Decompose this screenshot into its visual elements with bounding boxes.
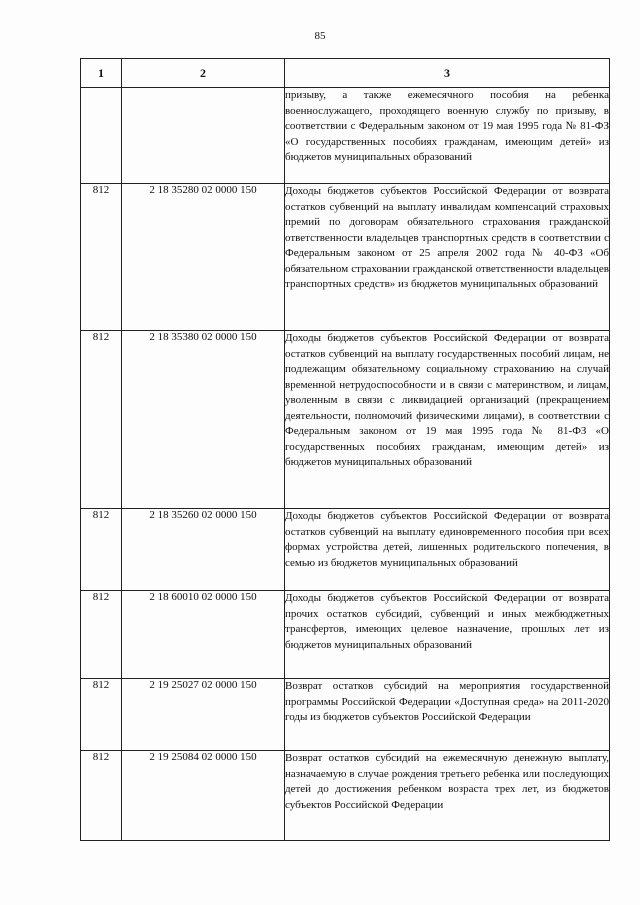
- admin-code-cell: 812: [81, 751, 122, 841]
- table-row: [81, 184, 610, 331]
- column-header-3: 3: [285, 59, 610, 88]
- description-cell: Доходы бюджетов субъектов Российской Федерации от возврата остатков субвенций на выплату инвалидам компенсаций страховых премий по договорам обязательного страхования гражданской ответственности владельцев транспортных средств в соответствии с Федеральным законом от 25 апреля 2002 года № 40-ФЗ «Об обязательном страховании гражданской ответственности владельцев транспортных средств» из бюджетов муниципальных образований: [285, 184, 610, 331]
- admin-code-cell: 812: [81, 679, 122, 751]
- budget-code-cell: 2 18 60010 02 0000 150: [122, 591, 285, 679]
- admin-code-cell: 812: [81, 184, 122, 331]
- table-row: [81, 331, 610, 509]
- description-cell: Возврат остатков субсидий на ежемесячную денежную выплату, назначаемую в случае рождения третьего ребенка или последующих детей до достижения ребенком возраста трех лет, из бюджетов субъектов Российской Федерации: [285, 751, 610, 841]
- page-number: 85: [314, 30, 326, 42]
- description-cell: Возврат остатков субсидий на мероприятия государственной программы Российской Федерации «Доступная среда» на 2011-2020 годы из бюджетов субъектов Российской Федерации: [285, 679, 610, 751]
- budget-code-cell: [122, 88, 285, 184]
- table-header-row: [81, 59, 610, 88]
- column-header-2: 2: [122, 59, 285, 88]
- admin-code-cell: 812: [81, 591, 122, 679]
- admin-code-cell: [81, 88, 122, 184]
- description-cell: Доходы бюджетов субъектов Российской Федерации от возврата остатков субвенций на выплату единовременного пособия при всех формах устройства детей, лишенных родительского попечения, в семью из бюджетов муниципальных образований: [285, 509, 610, 591]
- budget-code-cell: 2 18 35280 02 0000 150: [122, 184, 285, 331]
- description-cell: Доходы бюджетов субъектов Российской Федерации от возврата остатков субвенций на выплату государственных пособий лицам, не подлежащим обязательному социальному страхованию на случай временной нетрудоспособности и в связи с материнством, и лицам, уволенным в связи с ликвидацией организаций (прекращением деятельности, полномочий физическими лицами), в соответствии с Федеральным законом от 19 мая 1995 года № 81-ФЗ «О государственных пособиях гражданам, имеющим детей» из бюджетов муниципальных образований: [285, 331, 610, 509]
- budget-code-cell: 2 19 25084 02 0000 150: [122, 751, 285, 841]
- table-row: [81, 591, 610, 679]
- table-row: [81, 751, 610, 841]
- table-row: [81, 88, 610, 184]
- budget-code-cell: 2 18 35380 02 0000 150: [122, 331, 285, 509]
- admin-code-cell: 812: [81, 331, 122, 509]
- column-header-1: 1: [81, 59, 122, 88]
- budget-codes-table: [80, 58, 610, 841]
- admin-code-cell: 812: [81, 509, 122, 591]
- table-row: [81, 509, 610, 591]
- description-cell: Доходы бюджетов субъектов Российской Федерации от возврата прочих остатков субсидий, субвенций и иных межбюджетных трансфертов, имеющих целевое назначение, прошлых лет из бюджетов муниципальных образований: [285, 591, 610, 679]
- description-cell: призыву, а также ежемесячного пособия на ребенка военнослужащего, проходящего военную службу по призыву, в соответствии с Федеральным законом от 19 мая 1995 года № 81-ФЗ «О государственных пособиях гражданам, имеющим детей» из бюджетов муниципальных образований: [285, 88, 610, 184]
- table-row: [81, 679, 610, 751]
- budget-code-cell: 2 18 35260 02 0000 150: [122, 509, 285, 591]
- budget-code-cell: 2 19 25027 02 0000 150: [122, 679, 285, 751]
